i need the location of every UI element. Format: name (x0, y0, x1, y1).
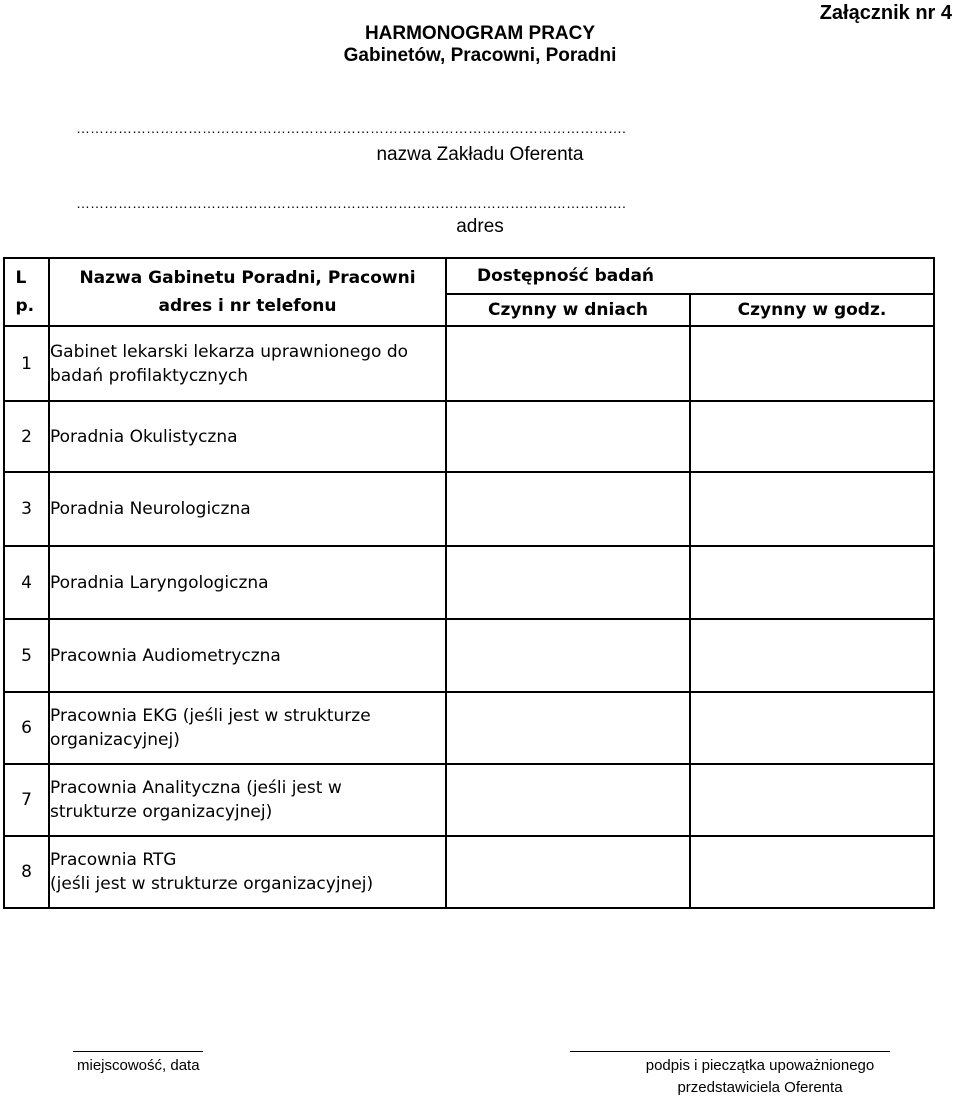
row-unit-name (49, 836, 446, 908)
table-row (4, 401, 934, 472)
row-unit-name (49, 401, 446, 472)
col-header-days: Czynny w dniach (446, 294, 690, 326)
signature-caption-line1: podpis i pieczątka upoważnionego (645, 1057, 875, 1074)
row-unit-line1: Pracownia RTG (50, 850, 177, 870)
days-input-cell[interactable] (446, 692, 690, 764)
col-header-hours: Czynny w godz. (690, 294, 934, 326)
row-unit-line1: Pracownia Audiometryczna (50, 645, 281, 666)
table-row (4, 692, 934, 764)
row-number: 8 (4, 836, 49, 908)
signature-caption-line2: przedstawiciela Oferenta (677, 1079, 843, 1096)
document-subtitle: Gabinetów, Pracowni, Poradni (343, 45, 617, 66)
hours-input-cell[interactable] (690, 326, 934, 401)
col-header-lp (4, 258, 49, 326)
row-unit-line1: Poradnia Laryngologiczna (50, 572, 269, 593)
days-input-cell[interactable] (446, 764, 690, 836)
hours-input-cell[interactable] (690, 836, 934, 908)
col-header-name (49, 258, 446, 326)
row-number: 4 (4, 546, 49, 619)
days-input-cell[interactable] (446, 472, 690, 546)
days-input-cell[interactable] (446, 836, 690, 908)
table-row (4, 764, 934, 836)
hours-input-cell[interactable] (690, 401, 934, 472)
table-row (4, 836, 934, 908)
place-date-caption: miejscowość, data (77, 1057, 200, 1074)
row-number: 2 (4, 401, 49, 472)
row-unit-name (49, 472, 446, 546)
row-unit-line2: badań profilaktycznych (50, 365, 249, 386)
days-input-cell[interactable] (446, 546, 690, 619)
authorized-signature-line (570, 1051, 890, 1052)
col-header-availability (446, 258, 934, 294)
days-input-cell[interactable] (446, 401, 690, 472)
table-row (4, 619, 934, 692)
address-caption: adres (456, 216, 504, 237)
row-unit-name (49, 326, 446, 401)
row-unit-name (49, 764, 446, 836)
row-unit-line2: strukturze organizacyjnej) (50, 802, 273, 822)
row-unit-line1: Poradnia Neurologiczna (50, 499, 251, 519)
row-number: 1 (4, 326, 49, 401)
table-row (4, 472, 934, 546)
name-header-line1: Nazwa Gabinetu Poradni, Pracowni (79, 268, 416, 288)
row-unit-name (49, 619, 446, 692)
row-number: 3 (4, 472, 49, 546)
table-row (4, 326, 934, 401)
address-dotted-line: ………………………………………………………………………………………………………. (76, 195, 626, 211)
hours-input-cell[interactable] (690, 472, 934, 546)
name-header-line2: adres i nr telefonu (158, 296, 337, 316)
lp-header-text: L p. (15, 268, 35, 316)
hours-input-cell[interactable] (690, 692, 934, 764)
row-unit-line1: Poradnia Okulistyczna (50, 426, 238, 447)
facility-name-caption: nazwa Zakładu Oferenta (376, 144, 584, 165)
annex-label: Załącznik nr 4 (819, 2, 952, 24)
table-row (4, 546, 934, 619)
hours-input-cell[interactable] (690, 764, 934, 836)
row-number: 7 (4, 764, 49, 836)
row-unit-line1: Pracownia Analityczna (jeśli jest w (50, 778, 342, 798)
schedule-table (3, 257, 935, 909)
document-title: HARMONOGRAM PRACY (364, 23, 596, 44)
hours-input-cell[interactable] (690, 619, 934, 692)
days-input-cell[interactable] (446, 619, 690, 692)
row-unit-line2: organizacyjnej) (50, 730, 180, 750)
place-date-signature-line (73, 1051, 203, 1052)
facility-name-dotted-line: ………………………………………………………………………………………………………. (76, 120, 626, 136)
hours-input-cell[interactable] (690, 546, 934, 619)
row-unit-name (49, 692, 446, 764)
row-unit-line2: (jeśli jest w strukturze organizacyjnej) (50, 874, 374, 894)
row-number: 6 (4, 692, 49, 764)
days-input-cell[interactable] (446, 326, 690, 401)
row-unit-line1: Pracownia EKG (jeśli jest w strukturze (50, 706, 371, 726)
row-unit-name (49, 546, 446, 619)
availability-header-text: Dostępność badań (477, 266, 655, 286)
row-number: 5 (4, 619, 49, 692)
row-unit-line1: Gabinet lekarski lekarza uprawnionego do (50, 341, 409, 362)
